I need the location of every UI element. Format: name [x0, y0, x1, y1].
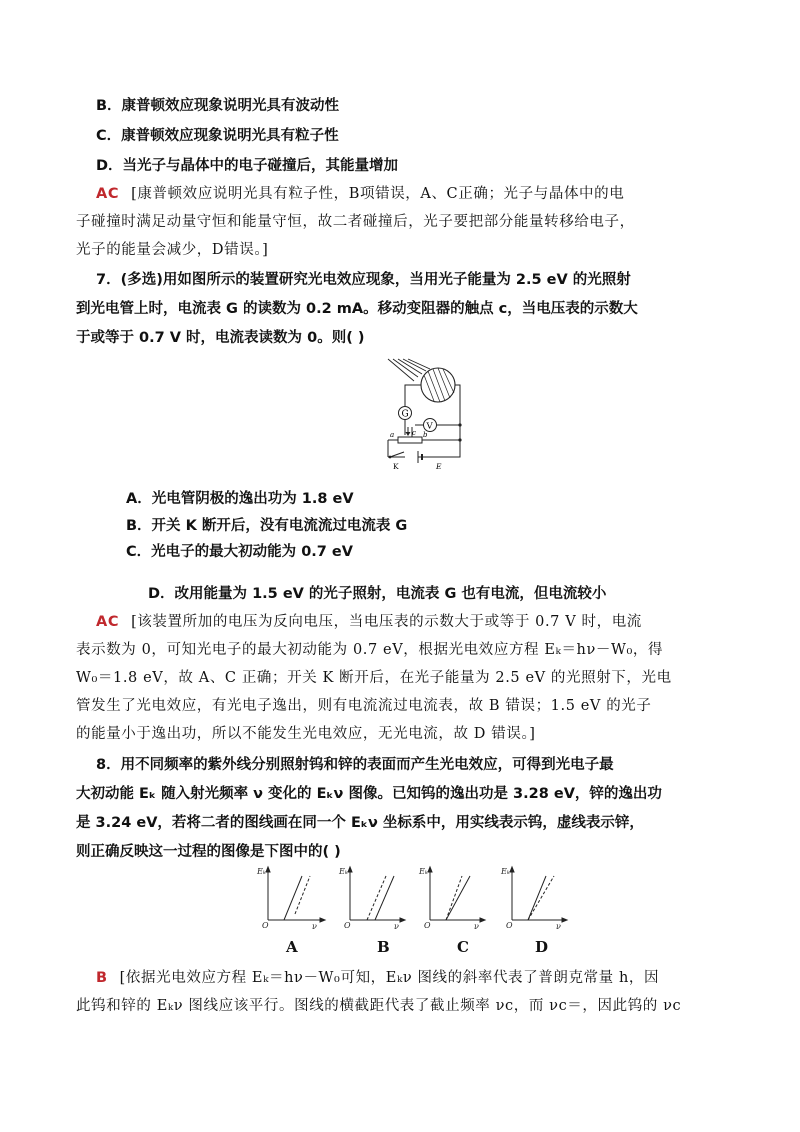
q8-answer: B: [96, 970, 108, 986]
graph-d: [510, 867, 567, 922]
graph-options: [250, 862, 570, 932]
graph-c: [428, 867, 485, 922]
q7-explanation-line-5: 的能量小于逸出功，所以不能发生光电效应，无光电流，故 D 错误。]: [76, 726, 536, 742]
graph-d-origin: O: [506, 921, 513, 930]
q6-option-d: D．当光子与晶体中的电子碰撞后，其能量增加: [96, 158, 399, 174]
graph-label-b: B: [377, 938, 390, 956]
q8-explanation-line-2: 此钨和锌的 Eₖν 图线应该平行。图线的横截距代表了截止频率 νc，而 νc＝，因此钨的 νc: [76, 998, 682, 1014]
q6-explanation-line-1: AC [康普顿效应说明光具有粒子性，B项错误，A、C正确；光子与晶体中的电: [96, 186, 625, 202]
graph-a-y-label: Eₖ: [257, 867, 266, 876]
q6-explanation-line-2: 子碰撞时满足动量守恒和能量守恒，故二者碰撞后，光子要把部分能量转移给电子，: [76, 214, 635, 230]
q7-answer: AC: [96, 614, 120, 630]
rheostat: [398, 437, 422, 443]
q7-option-b: B．开关 K 断开后，没有电流流过电流表 G: [126, 518, 408, 534]
q7-explanation-line-3: W₀＝1.8 eV，故 A、C 正确；开关 K 断开后，在光子能量为 2.5 eV 的光照射下，光电: [76, 670, 672, 686]
q7-stem-line-1: 7．(多选)用如图所示的装置研究光电效应现象，当用光子能量为 2.5 eV 的光照射: [96, 272, 631, 288]
q7-explanation-line-1: AC [该装置所加的电压为反向电压，当电压表的示数大于或等于 0.7 V 时，电流: [96, 614, 642, 630]
graph-b: [348, 867, 405, 922]
q7-explanation-line-4: 管发生了光电效应，有光电子逸出，则有电流流过电流表，故 B 错误；1.5 eV 的光子: [76, 698, 652, 714]
end-a-label: a: [390, 431, 395, 439]
graph-c-origin: O: [424, 921, 431, 930]
q6-answer: AC: [96, 186, 120, 202]
q7-stem-line-2: 到光电管上时，电流表 G 的读数为 0.2 mA。移动变阻器的触点 c，当电压表的示数大: [76, 301, 638, 317]
graph-a: [266, 867, 325, 922]
graph-c-x-label: ν: [474, 922, 479, 931]
q8-stem-line-3: 是 3.24 eV，若将二者的图线画在同一个 Eₖν 坐标系中，用实线表示钨，虚线表示锌，: [76, 815, 644, 831]
end-b-label: b: [423, 431, 428, 439]
light-rays: [388, 359, 430, 381]
graph-label-d: D: [535, 938, 549, 956]
graph-label-a: A: [286, 938, 298, 956]
graph-c-y-label: Eₖ: [419, 867, 428, 876]
graph-a-x-label: ν: [312, 922, 317, 931]
circuit-diagram: [360, 355, 470, 475]
galvanometer-label: G: [401, 409, 409, 420]
contact-c-label: c: [412, 429, 416, 437]
q6-explanation-line-3: 光子的能量会减少，D错误。]: [76, 242, 269, 258]
graph-a-origin: O: [262, 921, 269, 930]
graph-label-c: C: [457, 938, 469, 956]
q7-stem-line-3: 于或等于 0.7 V 时，电流表读数为 0。则( ): [76, 330, 365, 346]
q7-explanation-line-2: 表示数为 0，可知光电子的最大初动能为 0.7 eV，根据光电效应方程 Eₖ＝hν－W₀，得: [76, 642, 664, 658]
q7-option-d: D．改用能量为 1.5 eV 的光子照射，电流表 G 也有电流，但电流较小: [148, 586, 607, 602]
graph-b-origin: O: [344, 921, 351, 930]
switch-k: [390, 452, 404, 457]
graph-d-y-label: Eₖ: [501, 867, 510, 876]
q8-stem-line-2: 大初动能 Eₖ 随入射光频率 ν 变化的 Eₖν 图像。已知钨的逸出功是 3.28 eV，锌的逸出功: [76, 786, 662, 802]
battery-label: E: [436, 462, 442, 471]
q6-option-b: B．康普顿效应现象说明光具有波动性: [96, 98, 340, 114]
q8-explanation-line-1: B [依据光电效应方程 Eₖ＝hν－W₀可知，Eₖν 图线的斜率代表了普朗克常量 h，因: [96, 970, 660, 986]
voltmeter-label: V: [426, 421, 433, 432]
q7-option-a: A．光电管阴极的逸出功为 1.8 eV: [126, 491, 354, 507]
q7-option-c: C．光电子的最大初动能为 0.7 eV: [126, 544, 353, 560]
graph-b-x-label: ν: [394, 922, 399, 931]
graph-b-y-label: Eₖ: [339, 867, 348, 876]
switch-label: K: [393, 462, 399, 471]
q8-stem-line-1: 8．用不同频率的紫外线分别照射钨和锌的表面而产生光电效应，可得到光电子最: [96, 757, 614, 773]
graph-d-x-label: ν: [556, 922, 561, 931]
q8-stem-line-4: 则正确反映这一过程的图像是下图中的( ): [76, 844, 341, 860]
q6-option-c: C．康普顿效应现象说明光具有粒子性: [96, 128, 339, 144]
